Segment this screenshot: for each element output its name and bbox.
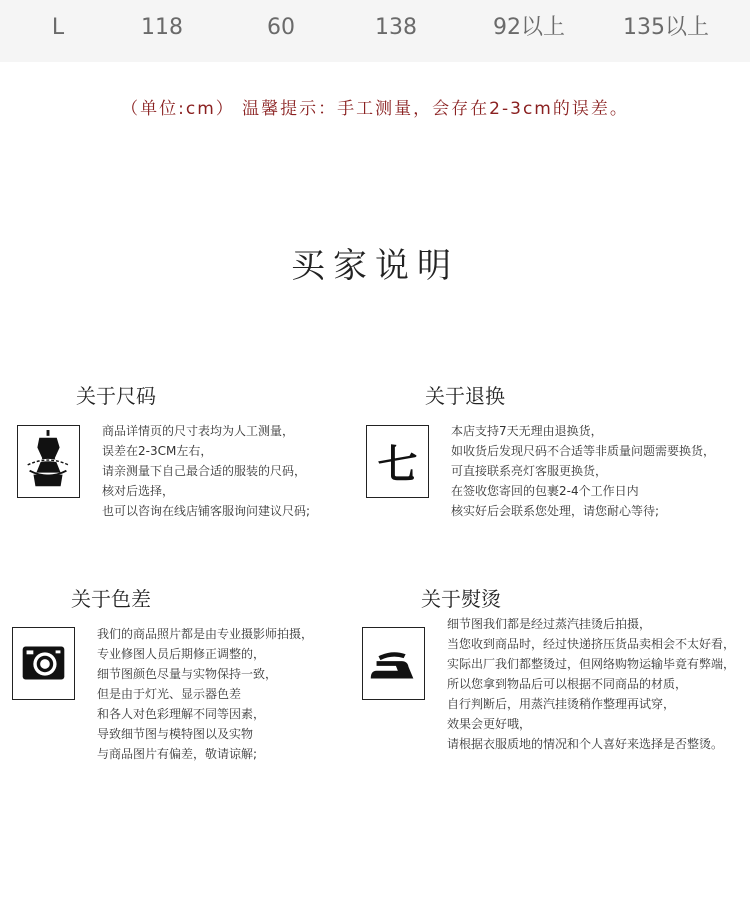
- size-cell: 92以上: [493, 15, 565, 40]
- size-table-row: [0, 0, 750, 62]
- section-text-color: [97, 624, 313, 764]
- size-cell: 60: [267, 15, 295, 40]
- text-line: 我们的商品照片都是由专业摄影师拍摄，: [97, 627, 314, 641]
- text-line: 与商品图片有偏差，敬请谅解;: [97, 747, 258, 761]
- section-text-size: [102, 421, 310, 521]
- text-line: 导致细节图与模特图以及实物: [97, 727, 254, 741]
- text-line: 如收货后发现尺码不合适等非质量问题需要换货，: [451, 444, 716, 458]
- text-line: 当您收到商品时，经过快递挤压货品卖相会不太好看，: [447, 637, 736, 651]
- text-line: 也可以咨询在线店铺客服询问建议尺码;: [102, 504, 311, 518]
- text-line: 在签收您寄回的包裹2-4个工作日内: [451, 484, 639, 498]
- text-line: 细节图颜色尽量与实物保持一致，: [97, 667, 278, 681]
- text-line: 实际出厂我们都整烫过，但网络购物运输毕竟有弊端，: [447, 657, 736, 671]
- size-cell: L: [51, 15, 65, 40]
- size-cell: 118: [141, 15, 183, 40]
- text-line: 请亲测量下自己最合适的服装的尺码，: [102, 464, 307, 478]
- section-title-color: 关于色差: [71, 587, 151, 611]
- size-cell: 135以上: [623, 15, 709, 40]
- dress-form-icon: [17, 425, 80, 498]
- section-text-ironing: [447, 614, 735, 754]
- text-line: 细节图我们都是经过蒸汽挂烫后拍摄，: [447, 617, 652, 631]
- text-line: 但是由于灯光、显示器色差: [97, 687, 242, 701]
- text-line: 效果会更好哦，: [447, 717, 532, 731]
- text-line: 可直接联系亮灯客服更换货，: [451, 464, 608, 478]
- page-title: 买家说明: [291, 246, 459, 286]
- section-text-return: [451, 421, 715, 521]
- seven-days-icon: [366, 425, 429, 498]
- text-line: 核对后选择，: [102, 484, 175, 498]
- iron-icon: [362, 627, 425, 700]
- text-line: 核实好后会联系您处理，请您耐心等待;: [451, 504, 660, 518]
- text-line: 本店支持7天无理由退换货，: [451, 424, 603, 438]
- text-line: 请根据衣服质地的情况和个人喜好来选择是否整烫。: [447, 737, 724, 751]
- section-title-size: 关于尺码: [76, 384, 156, 408]
- text-line: 自行判断后，用蒸汽挂烫稍作整理再试穿，: [447, 697, 676, 711]
- seven-days-label: 七: [377, 442, 418, 488]
- camera-icon: [12, 627, 75, 700]
- section-title-ironing: 关于熨烫: [421, 587, 501, 611]
- size-cell: 138: [375, 15, 417, 40]
- text-line: 误差在2-3CM左右，: [102, 444, 213, 458]
- text-line: 和各人对色彩理解不同等因素，: [97, 707, 266, 721]
- text-line: 商品详情页的尺寸表均为人工测量，: [102, 424, 295, 438]
- text-line: 所以您拿到物品后可以根据不同商品的材质，: [447, 677, 688, 691]
- text-line: 专业修图人员后期修正调整的，: [97, 647, 266, 661]
- section-title-return: 关于退换: [425, 384, 505, 408]
- measurement-note: （单位:cm） 温馨提示：手工测量，会存在2-3cm的误差。: [121, 99, 629, 119]
